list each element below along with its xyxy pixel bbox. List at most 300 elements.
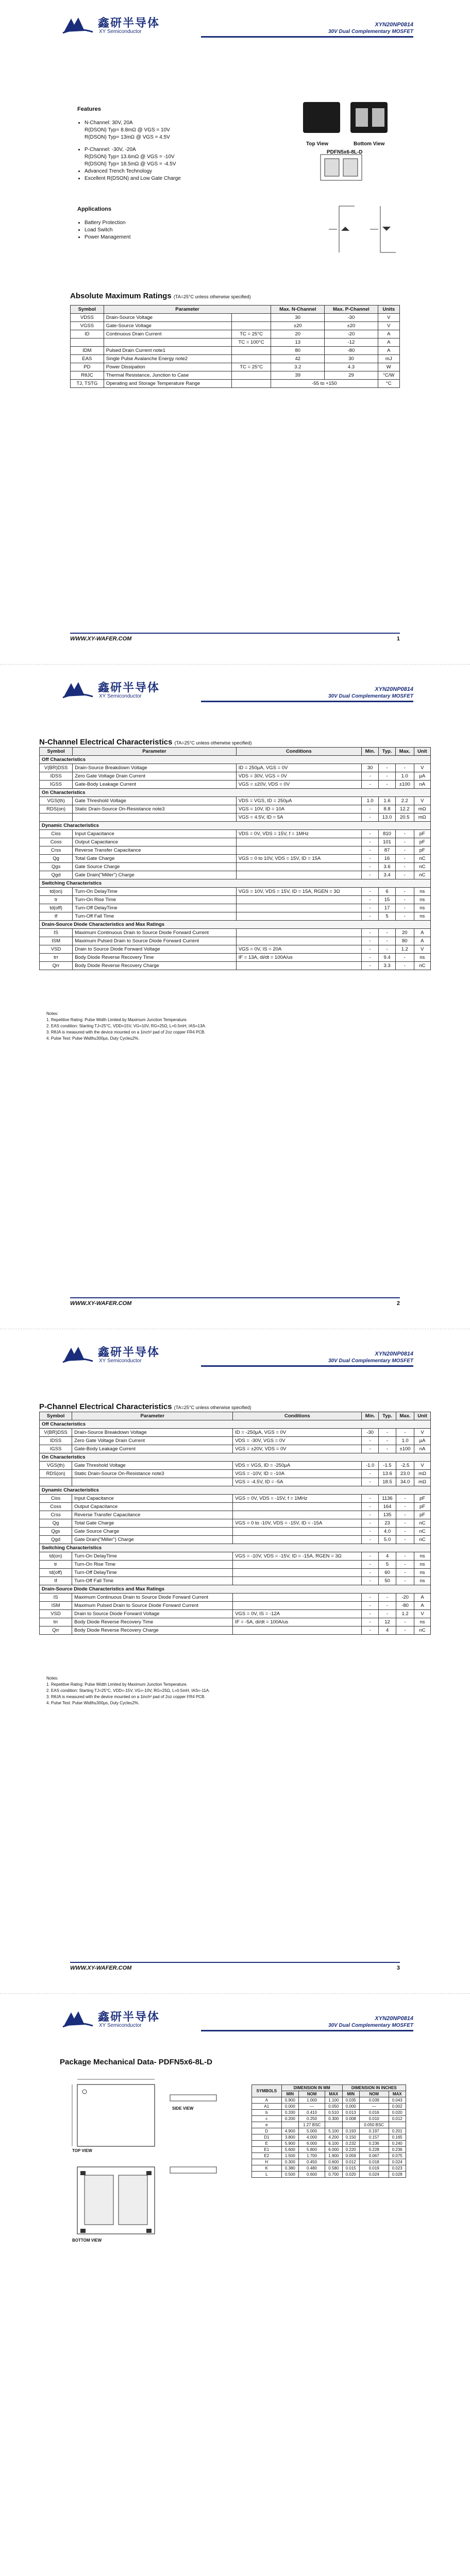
dimension-cell: 0.020 [389,2110,406,2116]
parameter-cell: Reverse Transfer Capacitance [73,846,236,855]
abs-max-title-text: Absolute Maximum Ratings [70,292,172,300]
col-mm-max: MAX [325,2091,342,2097]
dimension-cell: 0.300 [325,2116,342,2122]
min-cell: - [362,781,379,789]
unit-cell: pF [414,1495,431,1503]
section-heading: Drain-Source Diode Characteristics and Max Ratings [40,1585,431,1594]
dimension-cell: 0.000 [281,2104,298,2110]
section-heading: Switching Characteristics [40,879,431,888]
unit-cell: μA [414,1437,431,1445]
condition-cell: VGS = 0V, VDS = -15V, f = 1MHz [233,1495,362,1503]
parameter-cell: Gate-Source Voltage [104,322,231,330]
parameter-cell: Drain-Source Voltage [104,314,231,322]
dimension-cell: 0.410 [299,2110,325,2116]
value-cell: 80 [271,347,325,355]
condition-cell [236,846,361,855]
table-row [252,2147,406,2153]
company-name-cn: 鑫研半导体 [98,16,160,29]
page-3 [0,1329,470,1994]
page-header [62,2005,413,2032]
unit-cell: nC [414,1528,431,1536]
min-cell: - [362,962,379,970]
unit-cell: A [378,347,399,355]
typ-cell: - [379,945,396,954]
dimension-cell: 0.600 [325,2159,342,2165]
parameter-cell: Operating and Storage Temperature Range [104,380,231,388]
section-heading: Dynamic Characteristics [40,1486,431,1495]
header-rule [201,701,413,702]
symbol-cell: Coss [40,1503,72,1511]
condition-cell [233,1561,362,1569]
symbol-cell: td(on) [40,888,73,896]
symbol-cell: RθJC [71,371,104,380]
n-channel-table [39,747,431,970]
dimension-cell: 0.700 [325,2172,342,2178]
table-row [40,1511,431,1519]
condition-cell: VDS = 0V, VDS = 15V, f = 1MHz [236,830,361,838]
typ-cell: - [378,1429,396,1437]
unit-cell: A [414,1594,431,1602]
symbol-cell: Qrr [40,962,73,970]
unit-cell: nC [414,855,430,863]
typ-cell: 1136 [378,1495,396,1503]
section-heading: Dynamic Characteristics [40,822,431,830]
dimension-cell: 0.157 [359,2134,389,2141]
application-item: • Load Switch [85,227,131,234]
parameter-cell: Gate Threshold Voltage [73,797,236,805]
symbol-cell: D1 [252,2134,282,2141]
max-cell: - [396,1536,414,1544]
dimension-cell: 0.228 [359,2147,389,2153]
table-row [40,1470,431,1478]
value-cell: 29 [325,371,378,380]
unit-cell: ns [414,912,430,921]
table-row [252,2122,406,2128]
unit-cell: nA [414,781,430,789]
dimension-cell: 0.023 [389,2165,406,2172]
min-cell: - [362,1511,379,1519]
min-cell: - [362,846,379,855]
condition-cell [233,1528,362,1536]
dimension-cell: 0.012 [342,2159,359,2165]
max-cell: - [396,1495,414,1503]
unit-cell: pF [414,1511,431,1519]
min-cell: - [362,1626,379,1635]
page-footer [70,633,400,644]
table-row [71,314,400,322]
min-cell: 30 [362,764,379,772]
max-cell: - [396,1618,414,1626]
typ-cell: - [378,1445,396,1453]
condition-cell: VGS = 0 to 10V, VDS = 15V, ID = 15A [236,855,361,863]
table-row [40,1577,431,1585]
table-row [40,1618,431,1626]
typ-cell: 810 [379,830,396,838]
condition-cell: VDS = VGS, ID = -250μA [233,1462,362,1470]
min-cell: - [362,1618,379,1626]
symbol-cell: IDSS [40,1437,72,1445]
typ-cell: 13.0 [379,814,396,822]
parameter-cell: Gate Source Charge [72,1528,233,1536]
symbol-cell: TJ, TSTG [71,380,104,388]
condition-cell [236,912,361,921]
table-row [252,2097,406,2104]
symbol-cell: VSD [40,1610,72,1618]
table-row [40,764,431,772]
applications-list [77,219,131,241]
symbol-cell: Qgd [40,871,73,879]
section-row [40,1420,431,1429]
typ-cell: - [379,772,396,781]
value-cell: -12 [325,338,378,347]
max-cell: 23.0 [396,1470,414,1478]
dimension-cell: 0.193 [342,2128,359,2134]
col-conditions: Conditions [233,1412,362,1420]
parameter-cell: Drain-Source Breakdown Voltage [73,764,236,772]
table-row [40,855,431,863]
dimension-cell [325,2122,342,2128]
col-unit: Unit [414,1412,431,1420]
dimension-cell: 0.380 [281,2165,298,2172]
condition-cell: VGS = 0 to -10V, VDS = -15V, ID = -15A [233,1519,362,1528]
typ-cell: - [378,1602,396,1610]
symbol-cell: A1 [252,2104,282,2110]
min-cell: - [362,1470,379,1478]
unit-cell: mJ [378,355,399,363]
symbol-cell: VSD [40,945,73,954]
col-symbols: SYMBOLS [252,2085,282,2097]
value-cell: -20 [325,330,378,338]
col-units: Units [378,306,399,314]
features-title: Features [77,106,101,112]
unit-cell: pF [414,830,430,838]
parameter-cell [73,814,236,822]
dimension-cell: 6.000 [299,2141,325,2147]
page-header [62,1341,413,1367]
parameter-cell: Power Dissipation [104,363,231,371]
condition-cell [236,863,361,871]
part-subtitle: 30V Dual Complementary MOSFET [328,693,413,699]
typ-cell: 17 [379,904,396,912]
unit-cell: V [378,314,399,322]
n-channel-notes [46,1011,407,1042]
max-cell: - [395,764,414,772]
section-row [40,756,431,764]
col-unit: Unit [414,748,430,756]
condition-cell: VGS = 4.5V, ID = 5A [236,814,361,822]
typ-cell: 6 [379,888,396,896]
package-drawing [62,2074,227,2244]
symbol-cell [40,814,73,822]
symbol-cell: E [252,2141,282,2147]
symbol-cell: H [252,2159,282,2165]
top-view-label: Top View [306,141,328,147]
section-row [40,1453,431,1462]
max-cell: - [396,1577,414,1585]
typ-cell: 3.6 [379,863,396,871]
table-row [40,937,431,945]
table-row [252,2134,406,2141]
unit-cell: ns [414,904,430,912]
section-row [40,789,431,797]
table-row [71,330,400,338]
condition-cell: VGS = 10V, VDS = 15V, ID = 15A, RGEN = 3Ω [236,888,361,896]
symbol-cell: IDSS [40,772,73,781]
dimension-cell: 0.510 [325,2110,342,2116]
condition-cell [231,355,271,363]
typ-cell: 135 [378,1511,396,1519]
parameter-cell: Maximum Pulsed Drain to Source Diode Forward Current [73,937,236,945]
max-cell: -80 [396,1602,414,1610]
table-row [71,363,400,371]
unit-cell: pF [414,846,430,855]
col-parameter: Parameter [72,1412,233,1420]
value-cell: 4.3 [325,363,378,371]
col-parameter: Parameter [73,748,236,756]
n-channel-rows [40,756,431,970]
note-item: 3. RθJA is measured with the device mounted on a 1inch² pad of 2oz copper FR4 PCB. [46,1030,206,1035]
condition-cell: IF = 13A, di/dt = 100A/us [236,954,361,962]
condition-cell: IF = -5A, di/dt = 100A/us [233,1618,362,1626]
symbol-cell: Ciss [40,1495,72,1503]
typ-cell: - [378,1610,396,1618]
abs-max-title [70,292,251,300]
dimension-cell: — [359,2104,389,2110]
n-channel-title-text: N-Channel Electrical Characteristics [39,738,173,747]
table-row [71,338,400,347]
symbol-cell: A [252,2097,282,2104]
typ-cell: 23 [378,1519,396,1528]
dimension-cell: 0.240 [389,2141,406,2147]
condition-cell [231,380,271,388]
company-name-en: XY Semiconductor [99,1358,142,1364]
max-cell: 2.2 [395,797,414,805]
parameter-cell: Turn-On Rise Time [72,1561,233,1569]
unit-cell: ns [414,1577,431,1585]
symbol-cell: Ciss [40,830,73,838]
unit-cell: nC [414,1536,431,1544]
section-heading: On Characteristics [40,1453,431,1462]
feature-trench: • Advanced Trench Technology [85,168,255,175]
dimension-cell: 0.900 [281,2097,298,2104]
min-cell: - [362,1569,379,1577]
parameter-cell: Turn-On DelayTime [72,1552,233,1561]
p-channel-notes [46,1675,407,1706]
table-row [40,1594,431,1602]
col-symbol: Symbol [71,306,104,314]
symbol-cell [40,1478,72,1486]
min-cell: - [362,904,379,912]
dimension-cell: 1.700 [299,2153,325,2159]
max-cell: - [396,1552,414,1561]
abs-max-condition: (TA=25°C unless otherwise specified) [173,294,251,299]
symbol-cell: trr [40,1618,72,1626]
table-row [252,2104,406,2110]
note-item: 2. EAS condition: Starting TJ=25°C, VDD=15V, VG=10V, RG=25Ω, L=0.5mH, IAS=13A. [46,1024,206,1028]
symbol-cell: EAS [71,355,104,363]
min-cell: - [362,1495,379,1503]
table-row [40,1569,431,1577]
value-cell: ±20 [271,322,325,330]
max-cell: -20 [396,1594,414,1602]
max-cell: - [396,1528,414,1536]
min-cell: - [362,896,379,904]
parameter-cell: Gate Threshold Voltage [72,1462,233,1470]
col-min: Min. [362,748,379,756]
part-number: XYN20NP0814 [375,1351,413,1357]
dimension-cell: 4.900 [281,2128,298,2134]
condition-cell [233,1569,362,1577]
symbol-cell: L [252,2172,282,2178]
typ-cell: -1.5 [378,1462,396,1470]
table-row [71,355,400,363]
company-name-cn: 鑫研半导体 [98,681,160,694]
table-row [40,904,431,912]
max-cell: 1.0 [396,1437,414,1445]
typ-cell: 4 [378,1626,396,1635]
table-row [40,838,431,846]
section-row [40,1585,431,1594]
condition-cell: VGS = ±20V, VDS = 0V [236,781,361,789]
dimension-table [251,2084,406,2178]
dimension-cell: 0.200 [281,2116,298,2122]
symbol-cell: IS [40,929,73,937]
min-cell: - [362,838,379,846]
unit-cell: nA [414,1445,431,1453]
table-row [40,929,431,937]
condition-cell: VGS = 0V, IS = -12A [233,1610,362,1618]
dimension-cell: 5.000 [299,2128,325,2134]
p-channel-title-text: P-Channel Electrical Characteristics [39,1402,172,1411]
top-view-caption: TOP VIEW [72,2148,92,2153]
min-cell: - [362,814,379,822]
dimension-cell: 0.019 [359,2165,389,2172]
dimension-cell [342,2122,359,2128]
symbol-cell: e [252,2122,282,2128]
dimension-cell: 0.075 [389,2153,406,2159]
symbol-cell: Qrr [40,1626,72,1635]
table-row [252,2116,406,2122]
table-row [40,846,431,855]
unit-cell: nC [414,962,430,970]
max-cell: - [395,962,414,970]
parameter-cell: Zero Gate Voltage Drain Current [72,1437,233,1445]
part-number: XYN20NP0814 [375,22,413,28]
table-row [40,945,431,954]
condition-cell: VDS = VGS, ID = 250μA [236,797,361,805]
value-cell: -30 [325,314,378,322]
table-row [252,2128,406,2134]
min-cell: - [362,937,379,945]
footer-url: WWW.XY-WAFER.COM [70,636,132,642]
dimension-cell [389,2122,406,2128]
p-channel-table [39,1412,431,1635]
symbol-cell: ISM [40,1602,72,1610]
dimension-cell: 0.035 [342,2097,359,2104]
dimension-cell: 0.220 [342,2147,359,2153]
condition-cell [233,1594,362,1602]
col-symbol: Symbol [40,748,73,756]
parameter-cell: Maximum Pulsed Drain to Source Diode Forward Current [72,1602,233,1610]
dimension-cell: 0.580 [325,2165,342,2172]
parameter-cell: Turn-On DelayTime [73,888,236,896]
dimension-cell: 5.600 [281,2147,298,2153]
dimension-cell: 1.100 [325,2097,342,2104]
col-dim-in: DIMENSION IN INCHES [342,2085,406,2091]
max-cell: - [396,1519,414,1528]
dimension-cell: 3.800 [281,2134,298,2141]
min-cell: - [362,1602,379,1610]
max-cell: - [395,896,414,904]
table-row [252,2141,406,2147]
table-row [40,781,431,789]
condition-cell: VGS = -4.5V, ID = -5A [233,1478,362,1486]
max-cell: - [396,1429,414,1437]
col-in-max: MAX [389,2091,406,2097]
header-rule [201,2030,413,2031]
table-row [40,888,431,896]
parameter-cell: Continuous Drain Current [104,330,231,338]
dimension-cell: 0.020 [342,2172,359,2178]
page-header [62,11,413,38]
condition-cell [236,904,361,912]
unit-cell: pF [414,838,430,846]
table-row [40,1519,431,1528]
parameter-cell: Gate-Body Leakage Current [72,1445,233,1453]
part-subtitle: 30V Dual Complementary MOSFET [328,1358,413,1364]
typ-cell: - [379,764,396,772]
max-cell: 20 [395,929,414,937]
dimension-cell: 0.000 [342,2104,359,2110]
symbol-cell: Crss [40,1511,72,1519]
max-cell: ±100 [396,1445,414,1453]
dimension-cell: 0.012 [389,2116,406,2122]
table-row [252,2159,406,2165]
min-cell: - [362,1445,379,1453]
max-cell: - [396,1511,414,1519]
unit-cell: V [414,764,430,772]
condition-cell: VGS = 0V, IS = 20A [236,945,361,954]
dimension-cell: 0.197 [359,2128,389,2134]
parameter-cell: Turn-On Rise Time [73,896,236,904]
dimension-cell: 0.236 [389,2147,406,2153]
min-cell: - [362,1594,379,1602]
dimension-cell: 0.016 [359,2110,389,2116]
table-row [40,962,431,970]
parameter-cell: Zero Gate Voltage Drain Current [73,772,236,781]
unit-cell: μA [414,772,430,781]
p-channel-condition: (TA=25°C unless otherwise specified) [174,1405,251,1410]
table-row [40,830,431,838]
typ-cell: 8.8 [379,805,396,814]
section-heading: Off Characteristics [40,1420,431,1429]
dimension-cell: 0.330 [281,2110,298,2116]
typ-cell: 4 [378,1552,396,1561]
symbol-cell: c [252,2116,282,2122]
symbol-cell: td(on) [40,1552,72,1561]
part-number: XYN20NP0814 [375,2015,413,2022]
dimension-cell: 5.100 [325,2128,342,2134]
dimension-cell: 0.250 [299,2116,325,2122]
dimension-cell: 0.165 [389,2134,406,2141]
max-cell: - [395,846,414,855]
company-name-en: XY Semiconductor [99,2023,142,2028]
note-item: 1. Repetitive Rating: Pulse Width Limited by Maximum Junction Temperature. [46,1018,188,1022]
min-cell: - [362,954,379,962]
typ-cell: - [379,781,396,789]
table-row [40,1462,431,1470]
typ-cell: 5 [379,912,396,921]
